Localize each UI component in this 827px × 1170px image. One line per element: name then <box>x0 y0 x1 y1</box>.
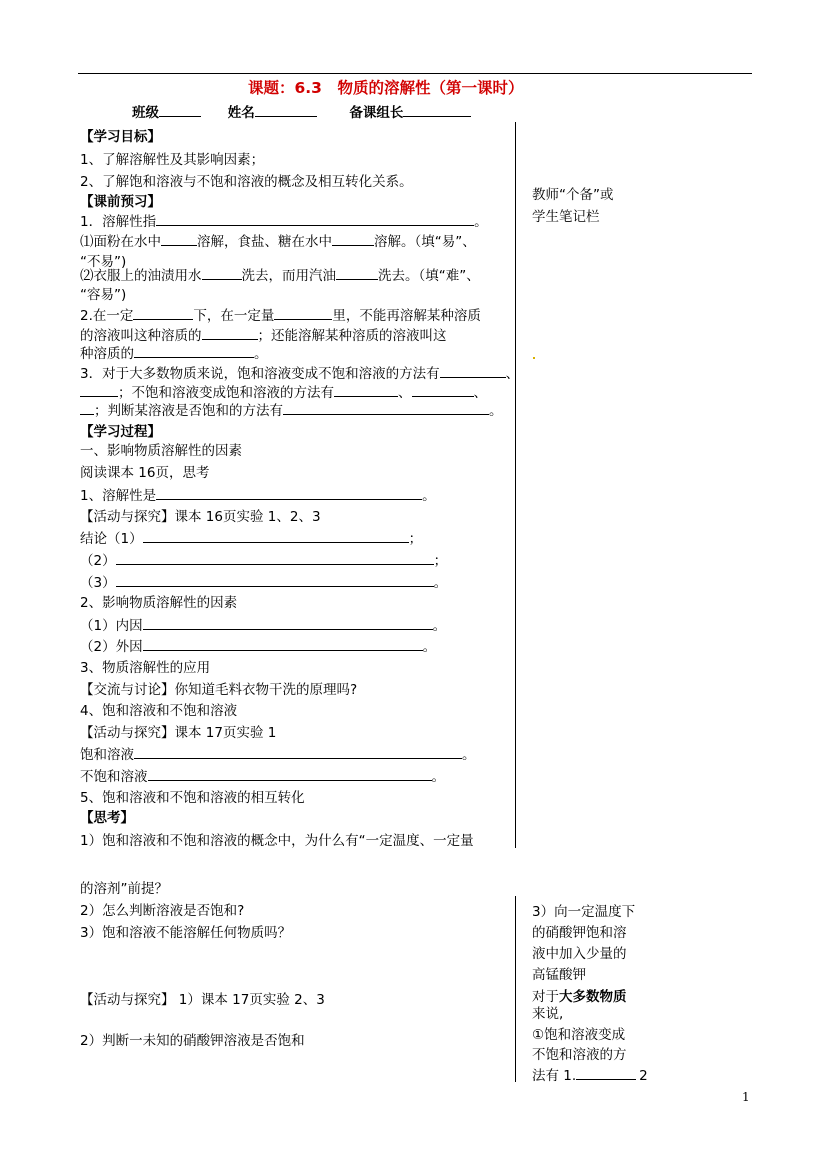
top-rule <box>78 73 752 74</box>
preview-line-4: ⑵衣服上的油渍用水 洗去，而用汽油 洗去。（填“难”、 <box>80 268 480 284</box>
column-divider-upper <box>515 122 516 848</box>
side-note-s7: ①饱和溶液变成 <box>532 1027 626 1043</box>
preview-line-11: ；判断某溶液是否饱和的方法有 。 <box>80 401 503 420</box>
leader-blank <box>403 103 471 117</box>
process-line-16: 不饱和溶液 。 <box>80 769 445 785</box>
process-line-11: 3、物质溶解性的应用 <box>80 660 211 676</box>
page-number: 1 <box>742 1090 750 1104</box>
side-note-s8: 不饱和溶液的方 <box>532 1047 627 1063</box>
process-line-9: （1）内因 。 <box>80 618 447 634</box>
preview-line-7: 的溶液叫这种溶质的 ；还能溶解某种溶质的溶液叫这 <box>80 328 447 344</box>
process-line-8: 2、影响物质溶解性的因素 <box>80 595 238 611</box>
leader-label: 备课组长 <box>349 105 404 121</box>
process-line-4: 【活动与探究】课本 16页实验 1、2、3 <box>80 509 321 525</box>
page-title: 课题：6.3 物质的溶解性（第一课时） <box>248 79 524 97</box>
preview-line-2: ⑴面粉在水中 溶解，食盐、糖在水中 溶解。（填“易”、 <box>80 234 476 250</box>
goal-1: 1、了解溶解性及其影响因素； <box>80 152 265 168</box>
process-line-15: 饱和溶液 。 <box>80 747 476 763</box>
process-line-14: 【活动与探究】课本 17页实验 1 <box>80 725 277 741</box>
process-heading: 【学习过程】 <box>80 424 161 440</box>
preview-line-5: “容易”) <box>80 287 127 303</box>
process-line-12: 【交流与讨论】你知道毛料衣物干洗的原理吗? <box>80 682 358 698</box>
side-note-line2: 学生笔记栏 <box>532 209 600 225</box>
process-line-23: 【活动与探究】 1）课本 17页实验 2、3 <box>80 992 325 1008</box>
side-note-s5: 对于大多数物质 <box>532 989 627 1005</box>
process-line-21: 2）怎么判断溶液是否饱和? <box>80 903 245 919</box>
process-line-1: 一、影响物质溶解性的因素 <box>80 443 242 459</box>
class-label: 班级 <box>132 105 159 121</box>
process-line-2: 阅读课本 16页，思考 <box>80 465 210 481</box>
process-line-5: 结论（1） ； <box>80 531 423 547</box>
preview-line-3: “不易”) <box>80 254 127 270</box>
name-label: 姓名 <box>227 105 255 121</box>
process-line-20: 的溶剂”前提？ <box>80 881 168 897</box>
process-line-10: （2）外因 。 <box>80 639 437 655</box>
process-line-19: 1）饱和溶液和不饱和溶液的概念中，为什么有“一定温度、一定量 <box>80 833 474 849</box>
side-note-s6: 来说, <box>532 1006 564 1022</box>
side-note-s3: 液中加入少量的 <box>532 946 627 962</box>
preview-line-6: 2.在一定 下，在一定量 里，不能再溶解某种溶质 <box>80 308 481 324</box>
side-note-s1: 3）向一定温度下 <box>532 904 636 920</box>
process-line-3: 1、溶解性是 。 <box>80 488 436 504</box>
preview-heading: 【课前预习】 <box>80 194 161 210</box>
preview-line-9: 3．对于大多数物质来说，饱和溶液变成不饱和溶液的方法有 、 <box>80 366 520 382</box>
goal-2: 2、了解饱和溶液与不饱和溶液的概念及相互转化关系。 <box>80 174 413 190</box>
preview-line-10: ；不饱和溶液变成饱和溶液的方法有 、 、 <box>80 383 487 402</box>
side-note-s2: 的硝酸钾饱和溶 <box>532 925 627 941</box>
class-blank <box>159 103 201 117</box>
process-line-7: （3） 。 <box>80 575 448 591</box>
process-line-13: 4、饱和溶液和不饱和溶液 <box>80 703 238 719</box>
side-note-s4: 高锰酸钾 <box>532 967 586 983</box>
process-line-22: 3）饱和溶液不能溶解任何物质吗？ <box>80 925 292 941</box>
goals-heading: 【学习目标】 <box>80 129 161 145</box>
column-divider-lower <box>515 896 516 1082</box>
name-blank <box>255 103 317 117</box>
process-line-6: （2） ； <box>80 553 448 569</box>
side-note-line1: 教师“个备”或 <box>532 187 614 203</box>
process-line-17: 5、饱和溶液和不饱和溶液的相互转化 <box>80 790 305 806</box>
side-note-s9: 法有 1. 2 <box>532 1068 648 1084</box>
process-line-24: 2）判断一未知的硝酸钾溶液是否饱和 <box>80 1033 305 1049</box>
stray-dot <box>533 357 535 359</box>
preview-line-1: 1．溶解性指 。 <box>80 214 488 230</box>
think-heading: 【思考】 <box>80 810 134 826</box>
header-fields <box>132 103 471 122</box>
preview-line-8: 种溶质的 。 <box>80 346 268 362</box>
